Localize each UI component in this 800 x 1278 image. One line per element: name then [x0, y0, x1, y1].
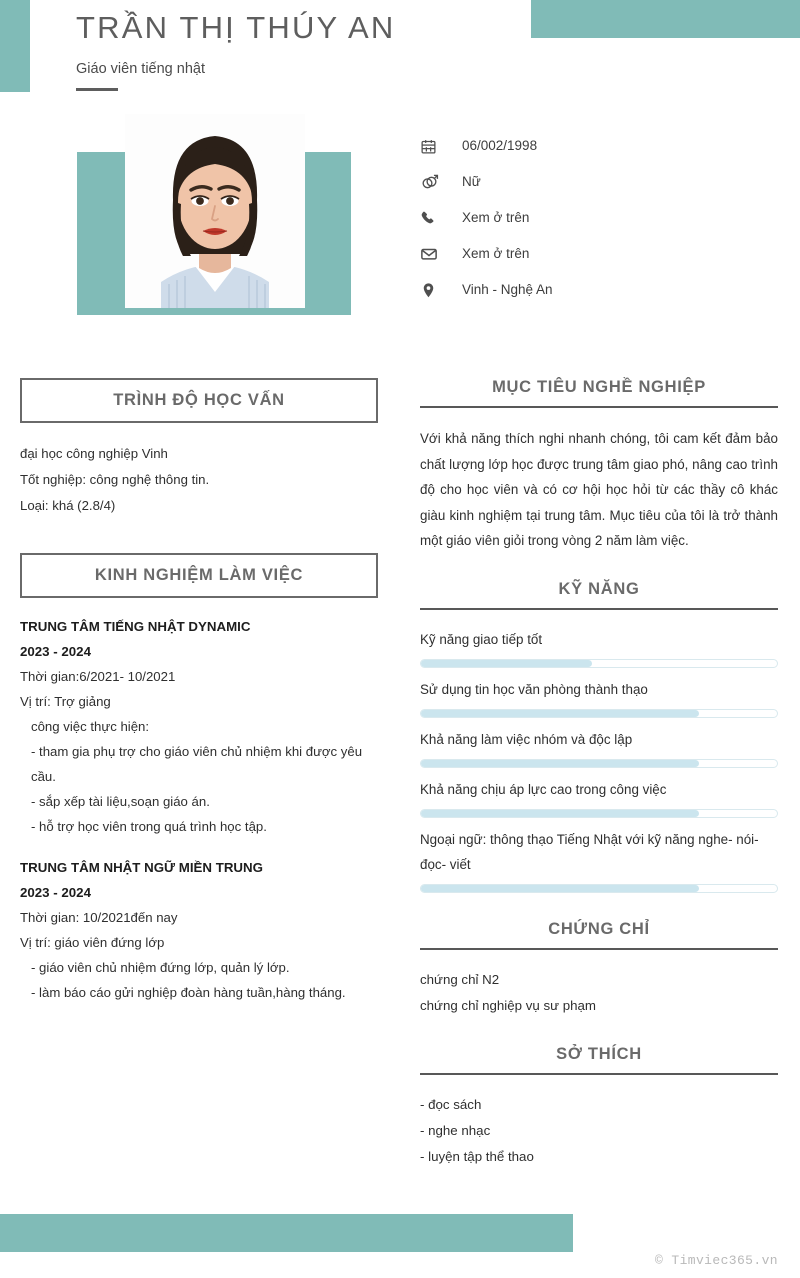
footer-credit: © Timviec365.vn [654, 1253, 778, 1268]
skill-item [420, 677, 778, 718]
education-line: Tốt nghiệp: công nghệ thông tin. [20, 472, 210, 487]
profile-top-section [0, 110, 800, 378]
section-title-experience: KINH NGHIỆM LÀM VIỆC [20, 553, 378, 598]
hobby-item: - luyện tập thể thao [420, 1148, 534, 1164]
experience-years: 2023 - 2024 [20, 885, 91, 900]
contact-value-address: Vinh - Nghệ An [462, 282, 553, 297]
certificate-item: chứng chỉ N2 [420, 971, 500, 987]
hobbies-list [420, 1092, 778, 1170]
location-pin-icon [420, 282, 448, 299]
gender-icon [420, 173, 448, 192]
skill-label: Khả năng làm việc nhóm và độc lập [420, 731, 633, 747]
skill-progress-track [420, 884, 778, 893]
experience-company: TRUNG TÂM NHẬT NGỮ MIỀN TRUNG [20, 860, 263, 875]
skill-progress-fill [421, 760, 699, 767]
education-body [20, 441, 378, 519]
header-right-accent-bar [531, 0, 800, 38]
skill-item [420, 777, 778, 818]
experience-detail: công việc thực hiện: [31, 719, 150, 734]
experience-company: TRUNG TÂM TIẾNG NHẬT DYNAMIC [20, 619, 251, 634]
skill-label: Kỹ năng giao tiếp tốt [420, 631, 543, 647]
skill-label: Sử dụng tin học văn phòng thành thạo [420, 681, 648, 697]
experience-detail: - giáo viên chủ nhiệm đứng lớp, quản lý lớp. [31, 960, 290, 975]
section-title-certificates: CHỨNG CHỈ [420, 920, 778, 950]
job-title: Giáo viên tiếng nhật [76, 61, 205, 77]
experience-position: Vị trí: giáo viên đứng lớp [20, 935, 165, 950]
skill-progress-track [420, 709, 778, 718]
experience-detail: - làm báo cáo gửi nghiệp đoàn hàng tuần,hàng tháng. [31, 985, 346, 1000]
contact-item-gender [420, 164, 780, 200]
skill-progress-track [420, 659, 778, 668]
contact-item-address [420, 272, 780, 308]
page-title: TRẦN THỊ THÚY AN [76, 10, 396, 45]
skill-progress-track [420, 809, 778, 818]
section-title-education: TRÌNH ĐỘ HỌC VẤN [20, 378, 378, 423]
contact-item-phone [420, 200, 780, 236]
avatar [125, 114, 305, 308]
footer-accent-bar [0, 1214, 573, 1252]
certificate-item: chứng chỉ nghiệp vụ sư phạm [420, 997, 596, 1013]
cv-header [0, 0, 800, 110]
skills-list [420, 627, 778, 893]
skill-label: Ngoại ngữ: thông thạo Tiếng Nhật với kỹ năng nghe- nói- đọc- viết [420, 831, 759, 872]
skill-progress-track [420, 759, 778, 768]
skill-item [420, 827, 778, 893]
objective-text: Với khả năng thích nghi nhanh chóng, tôi cam kết đảm bảo chất lượng lớp học được trung tâm giao phó, nâng cao trình độ cho học viên và có cơ hội học hỏi từ các thầy cô khác giàu kinh nghiệm tại trung tâm. Mục tiêu của tôi là trở thành một giáo viên giỏi trong vòng 2 năm làm việc. [420, 431, 778, 548]
contact-item-email [420, 236, 780, 272]
contact-value-email: Xem ở trên [462, 246, 530, 261]
hobby-item: - nghe nhạc [420, 1122, 491, 1138]
skill-item [420, 627, 778, 668]
hobby-item: - đọc sách [420, 1096, 482, 1112]
education-line: Loại: khá (2.8/4) [20, 498, 116, 513]
name-block [76, 8, 395, 91]
right-column [420, 378, 778, 1170]
header-left-accent-bar [0, 0, 30, 92]
skill-progress-fill [421, 885, 699, 892]
section-title-skills: KỸ NĂNG [420, 580, 778, 610]
experience-item [20, 855, 378, 1005]
experience-detail: - hỗ trợ học viên trong quá trình học tập. [31, 819, 267, 834]
experience-time: Thời gian: 10/2021đến nay [20, 910, 178, 925]
section-title-hobbies: SỞ THÍCH [420, 1045, 778, 1075]
experience-years: 2023 - 2024 [20, 644, 91, 659]
experience-time: Thời gian:6/2021- 10/2021 [20, 669, 176, 684]
calendar-icon [420, 138, 448, 155]
certificates-list [420, 967, 778, 1019]
education-line: đại học công nghiệp Vinh [20, 446, 168, 461]
contact-item-dob [420, 128, 780, 164]
experience-detail: - tham gia phụ trợ cho giáo viên chủ nhiệm khi được yêu cầu. [31, 744, 363, 784]
experience-item [20, 614, 378, 839]
skill-item [420, 727, 778, 768]
contact-value-phone: Xem ở trên [462, 210, 530, 225]
email-icon [420, 245, 448, 263]
skill-progress-fill [421, 810, 699, 817]
portrait-illustration [125, 114, 305, 308]
contact-list [420, 128, 780, 308]
phone-icon [420, 210, 448, 227]
skill-label: Khả năng chịu áp lực cao trong công việc [420, 781, 667, 797]
contact-value-dob: 06/002/1998 [462, 138, 538, 153]
job-title-underline [76, 88, 118, 91]
contact-value-gender: Nữ [462, 174, 481, 189]
experience-detail: - sắp xếp tài liệu,soạn giáo án. [31, 794, 210, 809]
section-title-objective: MỤC TIÊU NGHỀ NGHIỆP [420, 378, 778, 408]
photo-accent-backdrop [77, 152, 351, 315]
experience-position: Vị trí: Trợ giảng [20, 694, 111, 709]
left-column [20, 378, 378, 1005]
skill-progress-fill [421, 710, 699, 717]
skill-progress-fill [421, 660, 592, 667]
